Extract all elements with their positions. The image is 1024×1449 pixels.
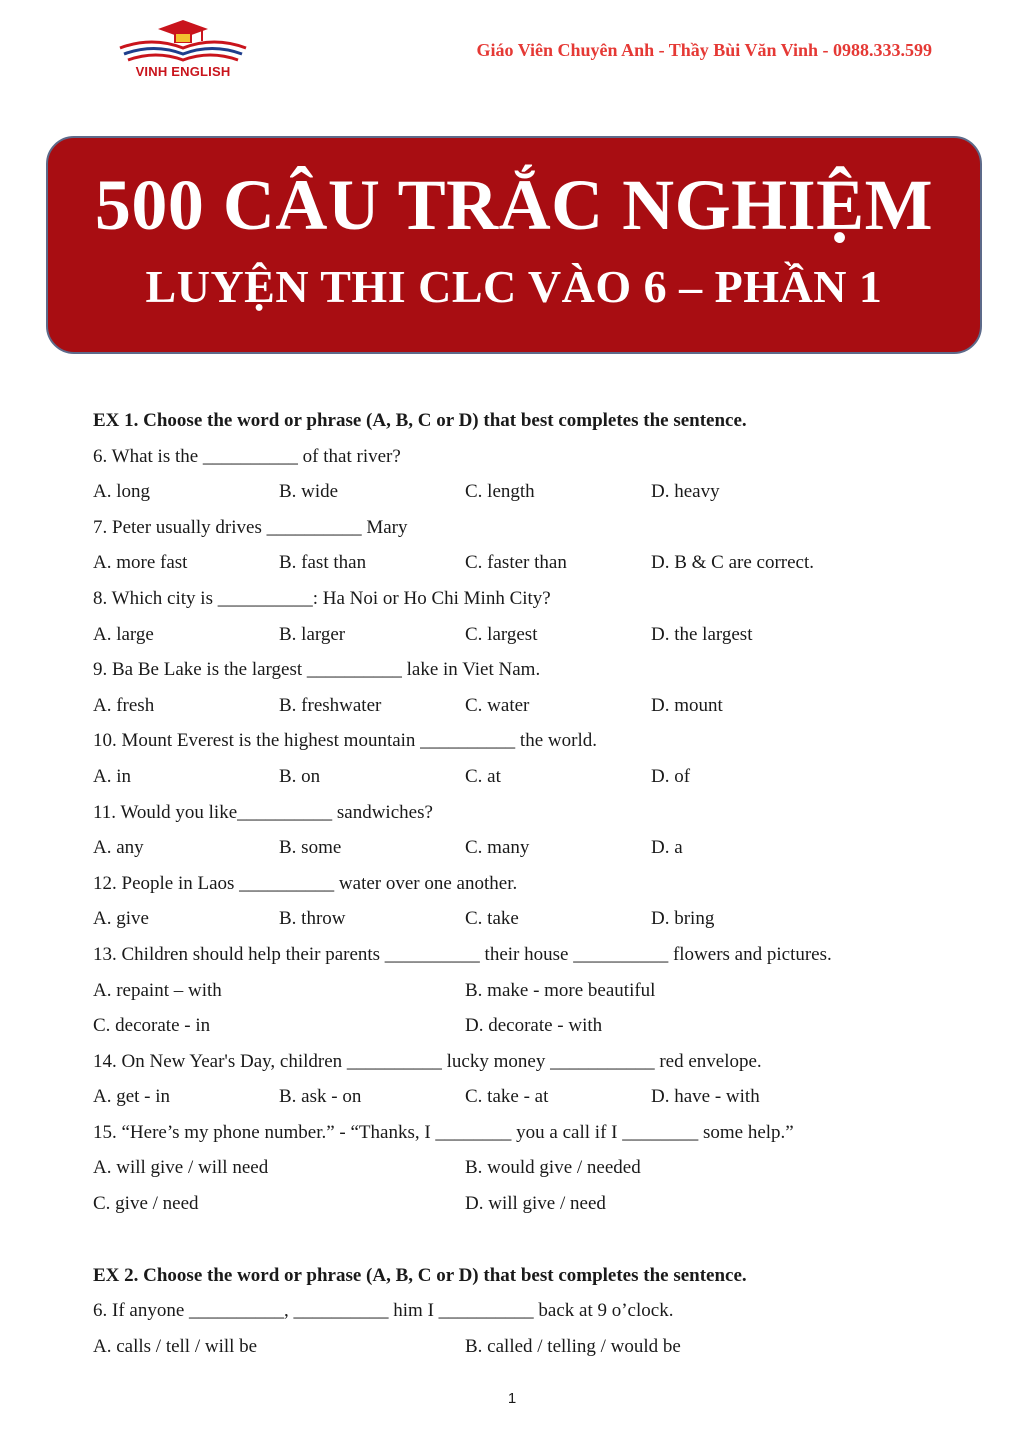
option-a: A. more fast (93, 552, 188, 574)
option-d: D. mount (651, 694, 723, 716)
question-15: 15. “Here’s my phone number.” - “Thanks, I ________ you a call if I ________ some help.” (93, 1121, 794, 1143)
question-6-options (93, 474, 953, 510)
logo-text: VINH ENGLISH (135, 64, 231, 79)
option-b: B. on (279, 765, 321, 787)
option-d: D. of (651, 765, 691, 787)
question-12-options (93, 901, 953, 937)
option-a: A. any (93, 837, 144, 859)
option-c: C. many (465, 837, 530, 859)
option-b: B. ask - on (279, 1086, 362, 1108)
ex2-question-6: 6. If anyone __________, __________ him I __________ back at 9 o’clock. (93, 1300, 674, 1322)
option-c: C. give / need (93, 1193, 199, 1215)
exercise-1-title: EX 1. Choose the word or phrase (A, B, C or D) that best completes the sentence. (93, 410, 747, 431)
question-11: 11. Would you like__________ sandwiches? (93, 801, 433, 823)
question-8-options (93, 617, 953, 653)
question-7: 7. Peter usually drives __________ Mary (93, 516, 408, 538)
question-9: 9. Ba Be Lake is the largest __________ lake in Viet Nam. (93, 659, 541, 681)
option-b: B. wide (279, 481, 339, 503)
option-d: D. a (651, 837, 683, 859)
option-a: A. get - in (93, 1086, 171, 1108)
exercise-2-title: EX 2. Choose the word or phrase (A, B, C or D) that best completes the sentence. (93, 1264, 747, 1286)
option-d: D. bring (651, 908, 715, 930)
option-a: A. long (93, 481, 150, 503)
question-14-options (93, 1079, 953, 1115)
option-d: D. will give / need (465, 1193, 606, 1215)
option-b: B. freshwater (279, 694, 382, 716)
option-b: B. make - more beautiful (465, 979, 656, 1001)
option-a: A. in (93, 765, 131, 787)
option-b: B. some (279, 837, 342, 859)
option-a: A. fresh (93, 694, 155, 716)
question-13-options-row-1 (93, 973, 953, 1009)
option-a: A. calls / tell / will be (93, 1335, 258, 1357)
option-a: A. will give / will need (93, 1157, 269, 1179)
banner-title: 500 CÂU TRẮC NGHIỆM (94, 165, 934, 245)
graduation-cap-book-icon (112, 14, 254, 66)
option-d: D. B & C are correct. (651, 552, 815, 574)
option-c: C. length (465, 481, 535, 503)
question-12: 12. People in Laos __________ water over one another. (93, 872, 518, 894)
option-b: B. would give / needed (465, 1157, 641, 1179)
option-d: D. decorate - with (465, 1015, 603, 1037)
question-6: 6. What is the __________ of that river? (93, 445, 401, 467)
option-b: B. fast than (279, 552, 367, 574)
question-14: 14. On New Year's Day, children __________ lucky money ___________ red envelope. (93, 1050, 762, 1072)
question-15-options-row-2 (93, 1186, 953, 1222)
option-c: C. at (465, 765, 501, 787)
question-10-options (93, 759, 953, 795)
question-10: 10. Mount Everest is the highest mountain __________ the world. (93, 730, 597, 752)
option-b: B. throw (279, 908, 346, 930)
question-15-options-row-1 (93, 1150, 953, 1186)
option-d: D. the largest (651, 623, 753, 645)
option-c: C. water (465, 694, 530, 716)
question-13-options-row-2 (93, 1008, 953, 1044)
vinh-english-logo (112, 14, 254, 84)
section-spacer (93, 1222, 953, 1258)
banner-subtitle: LUYỆN THI CLC VÀO 6 – PHẦN 1 (145, 261, 883, 312)
option-a: A. give (93, 908, 149, 930)
option-c: C. largest (465, 623, 538, 645)
option-b: B. called / telling / would be (465, 1335, 681, 1357)
question-13: 13. Children should help their parents __________ their house __________ flowers and pictures. (93, 943, 832, 965)
ex2-question-6-options (93, 1329, 953, 1365)
question-7-options (93, 545, 953, 581)
page-number: 1 (507, 1390, 517, 1407)
option-d: D. heavy (651, 481, 720, 503)
worksheet-content (93, 403, 953, 1364)
header-contact: Giáo Viên Chuyên Anh - Thầy Bùi Văn Vinh - 0988.333.599 (476, 40, 932, 60)
question-9-options (93, 688, 953, 724)
option-a: A. large (93, 623, 154, 645)
option-c: C. decorate - in (93, 1015, 211, 1037)
option-c: C. take - at (465, 1086, 549, 1108)
option-c: C. faster than (465, 552, 567, 574)
question-11-options (93, 830, 953, 866)
option-c: C. take (465, 908, 519, 930)
option-a: A. repaint – with (93, 979, 222, 1001)
option-b: B. larger (279, 623, 346, 645)
question-8: 8. Which city is __________: Ha Noi or Ho Chi Minh City? (93, 587, 551, 609)
option-d: D. have - with (651, 1086, 760, 1108)
title-banner (46, 136, 982, 354)
